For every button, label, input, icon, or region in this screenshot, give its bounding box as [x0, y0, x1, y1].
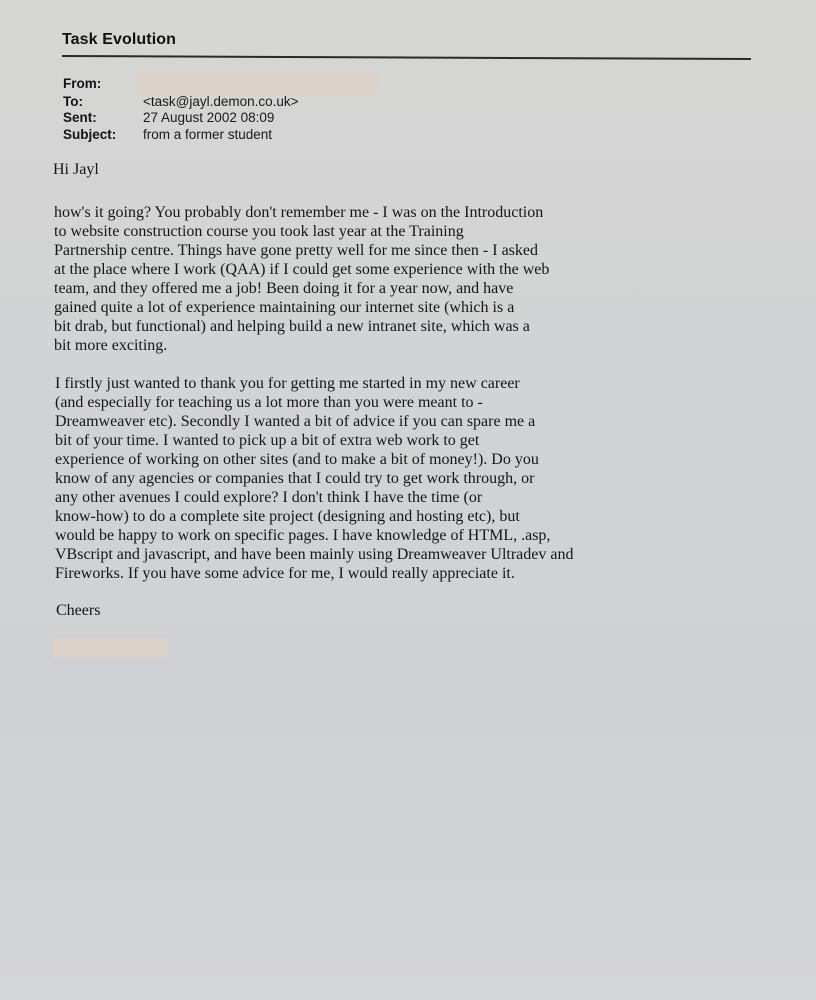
- greeting: Hi Jayl: [53, 161, 99, 178]
- to-value: <task@jayl.demon.co.uk>: [143, 94, 299, 109]
- heading-rule: [62, 55, 751, 60]
- body-line: Fireworks. If you have some advice for me, I would really appreciate it.: [55, 565, 515, 582]
- body-line: Partnership centre. Things have gone pretty well for me since then - I asked: [54, 242, 538, 259]
- body-paragraph-1: [54, 203, 549, 355]
- from-redaction: [136, 71, 378, 95]
- body-line: bit more exciting.: [54, 337, 168, 354]
- sent-value: 27 August 2002 08:09: [143, 110, 275, 125]
- body-line: bit of your time. I wanted to pick up a bit of extra web work to get: [55, 432, 480, 449]
- sent-label: Sent:: [63, 110, 97, 125]
- body-line: experience of working on other sites (and to make a bit of money!). Do you: [55, 451, 539, 468]
- body-line: know of any agencies or companies that I could try to get work through, or: [55, 470, 535, 487]
- to-label: To:: [63, 94, 83, 109]
- body-line: at the place where I work (QAA) if I could get some experience with the web: [54, 261, 550, 278]
- body-line: bit drab, but functional) and helping build a new intranet site, which was a: [54, 318, 530, 335]
- body-line: (and especially for teaching us a lot more than you were meant to -: [55, 394, 483, 411]
- document-heading: Task Evolution: [62, 31, 177, 48]
- signature-redaction: [53, 638, 168, 658]
- subject-value: from a former student: [143, 127, 273, 142]
- body-line: I firstly just wanted to thank you for getting me started in my new career: [55, 375, 520, 392]
- signoff: Cheers: [56, 602, 101, 619]
- body-line: gained quite a lot of experience maintaining our internet site (which is a: [54, 299, 515, 316]
- body-paragraph-2: [55, 374, 573, 583]
- from-label: From:: [63, 76, 102, 91]
- body-line: team, and they offered me a job! Been doing it for a year now, and have: [54, 280, 514, 297]
- body-line: to website construction course you took last year at the Training: [54, 223, 464, 240]
- subject-label: Subject:: [63, 127, 117, 142]
- body-line: know-how) to do a complete site project (designing and hosting etc), but: [55, 508, 520, 525]
- body-line: any other avenues I could explore? I don't think I have the time (or: [55, 489, 483, 506]
- body-line: VBscript and javascript, and have been mainly using Dreamweaver Ultradev and: [55, 546, 574, 563]
- body-line: how's it going? You probably don't remember me - I was on the Introduction: [54, 204, 544, 221]
- body-line: would be happy to work on specific pages. I have knowledge of HTML, .asp,: [55, 527, 551, 544]
- body-line: Dreamweaver etc). Secondly I wanted a bit of advice if you can spare me a: [55, 413, 536, 430]
